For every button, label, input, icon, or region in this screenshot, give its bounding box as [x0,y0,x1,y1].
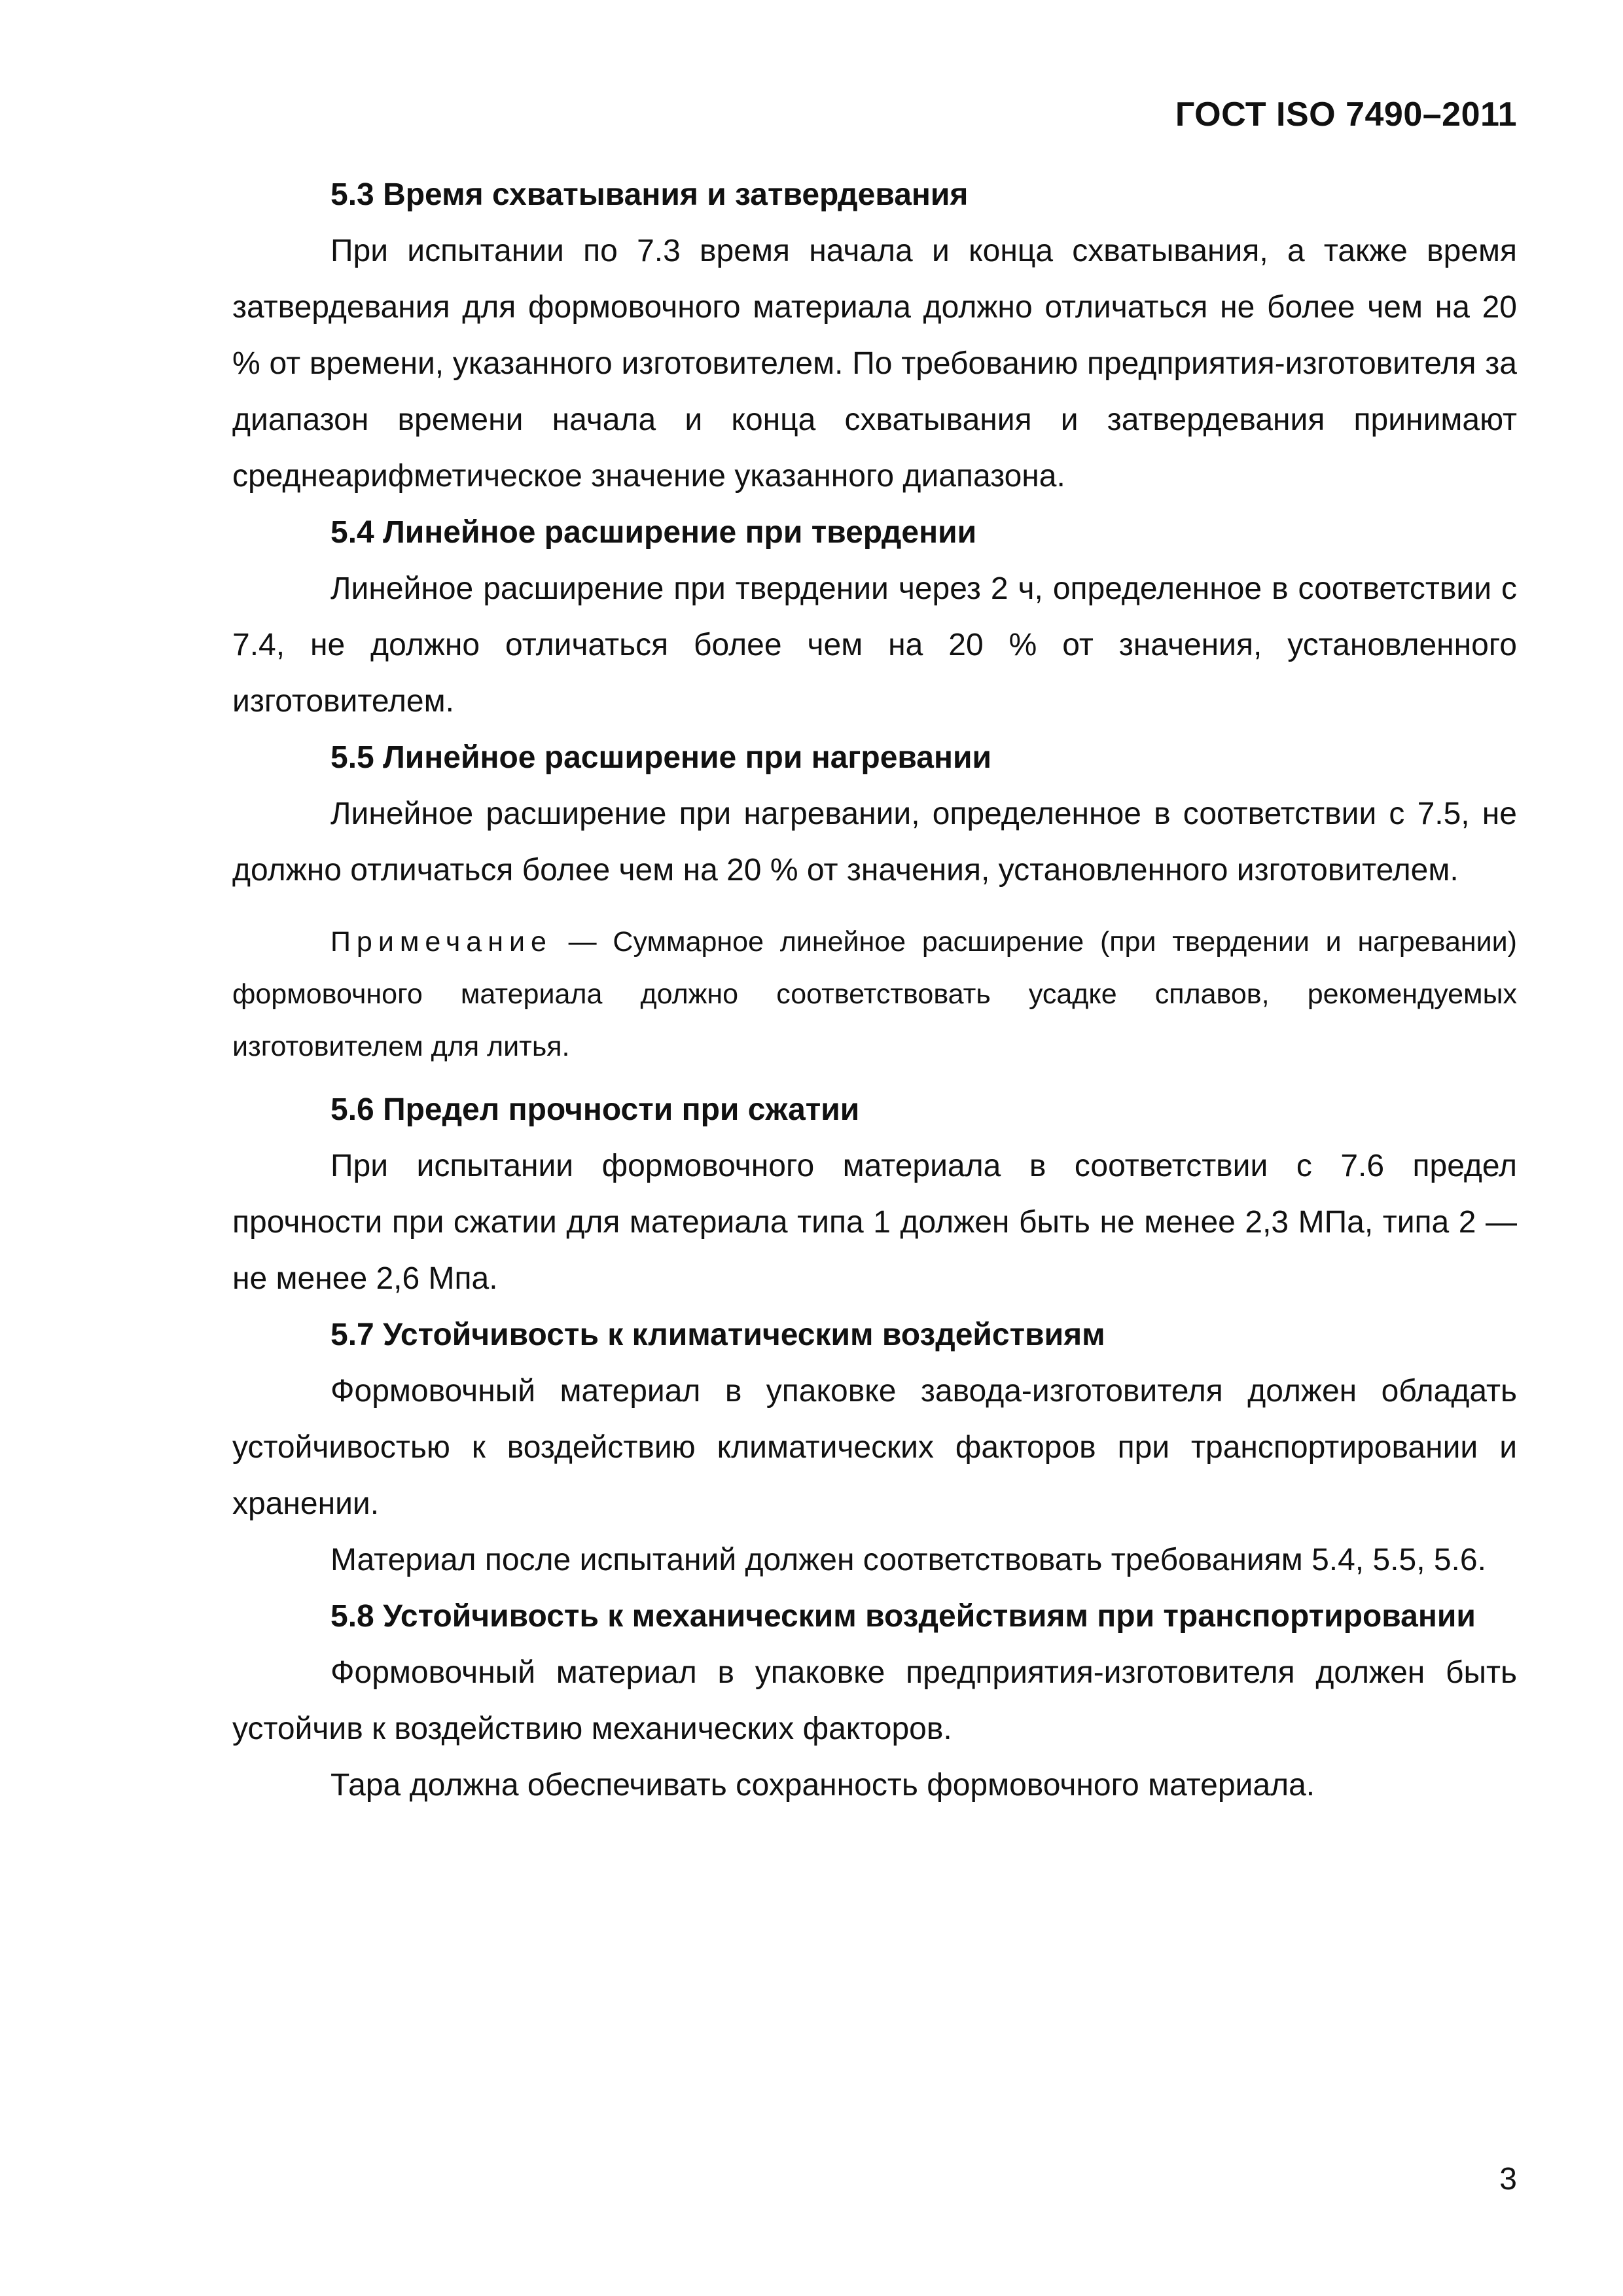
note [232,916,1517,1073]
paragraph: Материал после испытаний должен соответствовать требованиям 5.4, 5.5, 5.6. [330,1543,1486,1577]
section-5-4 [232,505,1517,730]
note-text: — Суммарное линейное расширение (при твердении и нагревании) формовочного материала должно соответствовать усадке сплавов, рекомендуемых изготовителем для литья. [232,926,1517,1062]
page-number: 3 [1499,2162,1517,2197]
paragraph: Линейное расширение при нагревании, определенное в соответствии с 7.5, не должно отличаться более чем на 20 % от значения, установленного изготовителем. [232,797,1517,888]
section-5-8 [232,1588,1517,1814]
paragraph: При испытании формовочного материала в соответствии с 7.6 предел прочности при сжатии для материала типа 1 должен быть не менее 2,3 МПа, типа 2 — не менее 2,6 Мпа. [232,1149,1517,1296]
section-5-6 [232,1082,1517,1307]
paragraph: При испытании по 7.3 время начала и конца схватывания, а также время затвердевания для формовочного материала должно отличаться не более чем на 20 % от времени, указанного изготовителем. По требованию предприятия-изготовителя за диапазон времени начала и конца схватывания и затвердевания принимают среднеарифметическое значение указанного диапазона. [232,234,1517,493]
section-heading: 5.4 Линейное расширение при твердении [330,515,977,550]
note-label: Примечание [330,926,552,958]
paragraph: Тара должна обеспечивать сохранность формовочного материала. [330,1768,1315,1803]
section-heading: 5.5 Линейное расширение при нагревании [330,740,991,775]
section-heading: 5.8 Устойчивость к механическим воздействиям при транспортировании [330,1599,1476,1634]
section-heading: 5.7 Устойчивость к климатическим воздействиям [330,1318,1105,1352]
paragraph: Формовочный материал в упаковке завода-изготовителя должен обладать устойчивостью к воздействию климатических факторов при транспортировании и хранении. [232,1374,1517,1521]
section-5-5 [232,730,1517,1073]
paragraph: Линейное расширение при твердении через 2 ч, определенное в соответствии с 7.4, не должно отличаться более чем на 20 % от значения, установленного изготовителем. [232,571,1517,719]
section-heading: 5.6 Предел прочности при сжатии [330,1092,860,1127]
paragraph: Формовочный материал в упаковке предприятия-изготовителя должен быть устойчив к воздействию механических факторов. [232,1655,1517,1746]
document-body [232,167,1517,1814]
section-5-3 [232,167,1517,505]
section-heading: 5.3 Время схватывания и затвердевания [330,177,969,212]
document-code: ГОСТ ISO 7490–2011 [1175,96,1517,134]
section-5-7 [232,1307,1517,1588]
